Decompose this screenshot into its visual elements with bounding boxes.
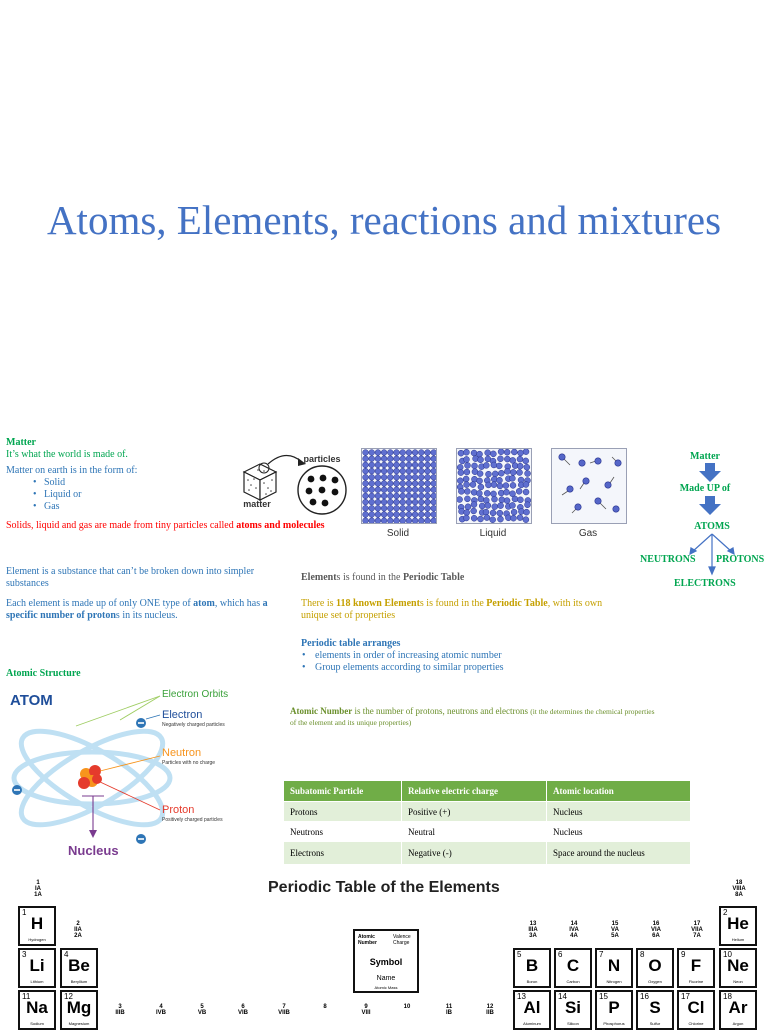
group-roman: VIB <box>237 1010 248 1016</box>
element-symbol: Na <box>26 998 48 1017</box>
element-each-mid: , which has <box>214 598 263 609</box>
table-cell: Negative (-) <box>402 842 547 865</box>
nucleus-icon <box>78 765 102 789</box>
element-name: Oxygen <box>648 979 662 984</box>
transition-group-label <box>313 1004 337 1010</box>
group-number: 11 <box>445 1004 453 1010</box>
hierarchy-made-up-of: Made UP of <box>679 483 731 494</box>
elements-found-rest: s is found in the <box>336 572 403 583</box>
group-16-label <box>644 921 668 939</box>
atom-diagram <box>0 682 250 862</box>
electron-orbits-label: Electron Orbits <box>162 689 229 700</box>
group-alt: 1A <box>34 892 42 898</box>
atom-word: atom <box>193 598 215 609</box>
element-symbol: Al <box>523 998 541 1017</box>
group-1-label <box>26 880 50 898</box>
element-number: 3 <box>22 950 27 959</box>
element-symbol: Mg <box>66 998 92 1017</box>
group-number: 16 <box>652 921 660 927</box>
group-alt: 3A <box>529 933 537 939</box>
matter-section <box>6 437 246 513</box>
transition-group-label <box>190 1004 214 1016</box>
table-cell: Nucleus <box>547 802 691 822</box>
known-end: , with its own unique set of properties <box>301 598 603 621</box>
element-symbol: B <box>525 956 539 975</box>
proton-label: Proton <box>162 804 195 816</box>
element-cell-al <box>513 990 551 1030</box>
solid-particles-icon <box>362 449 436 523</box>
particles-sentence <box>6 520 336 532</box>
element-number: 2 <box>723 908 728 917</box>
transition-group-label <box>354 1004 378 1016</box>
group-18-label <box>727 880 751 898</box>
element-cell-li <box>18 948 56 988</box>
transition-group-label <box>437 1004 461 1016</box>
known-pre: There is <box>301 598 336 609</box>
element-name: Fluorine <box>688 979 704 984</box>
group-roman: IIIB <box>115 1010 125 1016</box>
elements-found <box>301 572 601 584</box>
gas-panel <box>551 448 627 524</box>
atomic-number-bold: Atomic Number <box>290 706 353 716</box>
group-number: 8 <box>323 1004 327 1010</box>
neutron-label: Neutron <box>162 747 202 759</box>
element-symbol: Ar <box>728 998 748 1017</box>
element-symbol: F <box>690 956 702 975</box>
key-valence-charge: Valence Charge <box>393 934 411 946</box>
element-name: Beryllium <box>70 979 88 984</box>
element-symbol: Cl <box>687 998 705 1017</box>
element-name: Magnesium <box>68 1021 90 1026</box>
element-cell-p <box>595 990 633 1030</box>
element-cell-f <box>677 948 715 988</box>
nucleus-label: Nucleus <box>68 843 119 858</box>
element-cell-na <box>18 990 56 1030</box>
element-cell-h <box>18 906 56 946</box>
element-cell-b <box>513 948 551 988</box>
atomic-number-note: (it the determines the chemical properties of the element and its unique properties) <box>290 707 655 727</box>
element-cell-c <box>554 948 592 988</box>
atom-label: ATOM <box>10 692 53 709</box>
element-number: 18 <box>723 992 732 1001</box>
known-mid: s is found in the <box>419 598 487 609</box>
arrow-icon <box>268 455 302 464</box>
element-symbol: Li <box>29 956 45 975</box>
element-number: 7 <box>599 950 604 959</box>
elements-found-bold: Element <box>301 572 337 583</box>
known-bold: 118 known Element <box>336 598 420 609</box>
gas-label: Gas <box>578 528 598 539</box>
key-symbol: Symbol <box>369 957 403 967</box>
group-number: 15 <box>611 921 619 927</box>
liquid-label: Liquid <box>479 528 507 539</box>
table-header: Atomic location <box>547 781 691 802</box>
group-number: 10 <box>403 1004 411 1010</box>
solid-panel <box>361 448 437 524</box>
group-number: 2 <box>76 921 80 927</box>
group-number: 9 <box>364 1004 368 1010</box>
arranges-list <box>301 650 621 674</box>
particles-circle-icon <box>298 466 346 514</box>
group-number: 6 <box>241 1004 245 1010</box>
transition-group-label <box>395 1004 419 1010</box>
element-symbol: H <box>30 914 44 933</box>
element-name: Chlorine <box>688 1021 704 1026</box>
list-item: • Gas <box>44 501 246 513</box>
list-item: • Liquid or <box>44 489 246 501</box>
group-2-label <box>66 921 90 939</box>
group-roman: VIIB <box>278 1010 290 1016</box>
transition-group-label <box>149 1004 173 1016</box>
group-number: 12 <box>486 1004 494 1010</box>
arranges-heading: Periodic table arranges <box>301 638 401 649</box>
atomic-structure-heading: Atomic Structure <box>6 668 81 679</box>
element-cell-si <box>554 990 592 1030</box>
element-symbol: Ne <box>727 956 749 975</box>
group-roman: VB <box>197 1010 207 1016</box>
group-alt: 4A <box>570 933 578 939</box>
element-name: Lithium <box>30 979 44 984</box>
transition-group-label <box>231 1004 255 1016</box>
hierarchy-electrons: ELECTRONS <box>674 578 736 589</box>
group-roman: IIIA <box>528 927 538 933</box>
transition-group-label <box>272 1004 296 1016</box>
group-13-label <box>521 921 545 939</box>
matter-heading: Matter <box>6 437 36 448</box>
group-roman: VIIA <box>691 927 703 933</box>
element-each-end: s in its nucleus. <box>115 610 178 621</box>
group-roman: IA <box>35 886 41 892</box>
table-cell: Space around the nucleus <box>547 842 691 865</box>
element-number: 4 <box>64 950 69 959</box>
element-symbol: O <box>648 956 662 975</box>
element-number: 8 <box>640 950 645 959</box>
element-key <box>353 929 419 993</box>
group-alt: 5A <box>611 933 619 939</box>
table-row <box>284 802 691 822</box>
hierarchy-neutrons: NEUTRONS <box>640 554 696 565</box>
table-cell: Nucleus <box>547 822 691 842</box>
element-number: 10 <box>723 950 732 959</box>
group-roman: IIB <box>486 1010 494 1016</box>
group-number: 4 <box>159 1004 163 1010</box>
electron-label: Electron <box>162 709 203 721</box>
group-14-label <box>562 921 586 939</box>
group-number: 1 <box>36 880 40 886</box>
gas-particles-icon <box>552 449 626 523</box>
element-definition: Element is a substance that can’t be broken down into simpler substances <box>6 566 255 589</box>
element-name: Neon <box>733 979 743 984</box>
group-number: 3 <box>118 1004 122 1010</box>
element-cell-s <box>636 990 674 1030</box>
list-item: • Group elements according to similar properties <box>315 662 621 674</box>
element-number: 6 <box>558 950 563 959</box>
group-roman: IVA <box>569 927 579 933</box>
specific-number-bold: a specific number of proton <box>6 598 268 621</box>
group-number: 7 <box>282 1004 286 1010</box>
group-alt: 2A <box>74 933 82 939</box>
table-cell: Neutral <box>402 822 547 842</box>
group-number: 17 <box>693 921 701 927</box>
element-number: 17 <box>681 992 690 1001</box>
group-roman: IB <box>446 1010 452 1016</box>
subatomic-table <box>283 780 691 865</box>
group-roman: VIA <box>650 927 661 933</box>
element-name: Boron <box>526 979 538 984</box>
element-symbol: Be <box>68 956 90 975</box>
group-roman: VA <box>611 927 619 933</box>
periodic-table-bold: Periodic Table <box>402 572 465 583</box>
solid-label: Solid <box>386 528 410 539</box>
transition-group-label <box>108 1004 132 1016</box>
particles-sentence-start: Solids, liquid and gas are made from tiny particles called <box>6 520 237 531</box>
key-atomic-mass: Atomic Mass <box>374 985 398 990</box>
table-header: Relative electric charge <box>402 781 547 802</box>
element-each <box>6 598 276 622</box>
element-cell-he <box>719 906 757 946</box>
table-cell: Neutrons <box>284 822 402 842</box>
hierarchy-matter: Matter <box>690 451 720 462</box>
element-name: Carbon <box>566 979 580 984</box>
element-number: 11 <box>22 992 31 1001</box>
table-header: Subatomic Particle <box>284 781 402 802</box>
particles-label: particles <box>303 454 341 464</box>
element-cell-n <box>595 948 633 988</box>
element-cell-ar <box>719 990 757 1030</box>
down-arrow-icon <box>699 463 721 483</box>
element-number: 1 <box>22 908 27 917</box>
element-cell-cl <box>677 990 715 1030</box>
down-arrow-icon <box>699 496 721 516</box>
proton-desc: Positively charged particles <box>162 817 223 823</box>
group-roman: VIIIA <box>732 886 746 892</box>
page-title: Atoms, Elements, reactions and mixtures <box>46 197 722 243</box>
element-number: 14 <box>558 992 567 1001</box>
element-cell-o <box>636 948 674 988</box>
key-atomic-number: Atomic Number <box>358 934 377 946</box>
table-row <box>284 822 691 842</box>
element-name: Helium <box>731 937 745 942</box>
group-number: 5 <box>200 1004 204 1010</box>
element-number: 16 <box>640 992 649 1001</box>
group-alt: 8A <box>735 892 743 898</box>
electron-desc: Negatively charged particles <box>162 722 225 728</box>
table-cell: Protons <box>284 802 402 822</box>
element-number: 12 <box>64 992 73 1001</box>
list-item: • Solid <box>44 477 246 489</box>
element-cell-ne <box>719 948 757 988</box>
table-cell: Positive (+) <box>402 802 547 822</box>
transition-group-label <box>478 1004 502 1016</box>
known-table-bold: Periodic Table <box>486 598 548 609</box>
matter-forms-intro: Matter on earth is in the form of: <box>6 465 138 476</box>
group-roman: IIA <box>74 927 82 933</box>
element-symbol: P <box>608 998 620 1017</box>
element-cell-be <box>60 948 98 988</box>
matter-forms-list <box>6 477 246 513</box>
element-number: 9 <box>681 950 686 959</box>
element-name: Aluminum <box>523 1021 541 1026</box>
element-symbol: C <box>566 956 580 975</box>
known-elements <box>301 598 631 622</box>
element-name: Sulfur <box>649 1021 661 1026</box>
element-name: Hydrogen <box>28 937 46 942</box>
element-each-pre: Each element is made up of only ONE type of <box>6 598 194 609</box>
element-number: 13 <box>517 992 526 1001</box>
atomic-number-rest: is the number of protons, neutrons and electrons <box>352 706 531 716</box>
hierarchy-atoms: ATOMS <box>694 521 730 532</box>
arranges-section <box>301 638 621 674</box>
group-number: 13 <box>529 921 537 927</box>
key-name: Name <box>376 975 396 982</box>
element-symbol: He <box>727 914 749 933</box>
periodic-table-title: Periodic Table of the Elements <box>268 879 500 896</box>
list-item: • elements in order of increasing atomic number <box>315 650 621 662</box>
matter-label: matter <box>243 499 271 509</box>
table-cell: Electrons <box>284 842 402 865</box>
table-header-row <box>284 781 691 802</box>
group-number: 14 <box>570 921 578 927</box>
group-roman: IVB <box>155 1010 166 1016</box>
liquid-particles-icon <box>457 449 531 523</box>
matter-definition: It’s what the world is made of. <box>6 449 128 460</box>
hierarchy-protons: PROTONS <box>716 554 765 565</box>
group-alt: 6A <box>652 933 660 939</box>
table-row <box>284 842 691 865</box>
element-name: Sodium <box>30 1021 44 1026</box>
group-17-label <box>685 921 709 939</box>
group-roman: VIII <box>361 1010 371 1016</box>
element-name: Argon <box>732 1021 744 1026</box>
element-symbol: S <box>649 998 661 1017</box>
matter-cube-icon <box>244 463 276 500</box>
element-name: Phosphorus <box>603 1021 625 1026</box>
atomic-number-text <box>290 706 660 728</box>
element-cell-mg <box>60 990 98 1030</box>
element-name: Silicon <box>567 1021 579 1026</box>
neutron-desc: Particles with no charge <box>162 760 216 766</box>
element-name: Nitrogen <box>606 979 622 984</box>
liquid-panel <box>456 448 532 524</box>
element-symbol: N <box>607 956 621 975</box>
group-number: 18 <box>735 880 743 886</box>
group-alt: 7A <box>693 933 701 939</box>
particles-sentence-bold: atoms and molecules <box>236 520 325 531</box>
element-number: 5 <box>517 950 522 959</box>
group-15-label <box>603 921 627 939</box>
element-number: 15 <box>599 992 608 1001</box>
element-symbol: Si <box>564 998 582 1017</box>
